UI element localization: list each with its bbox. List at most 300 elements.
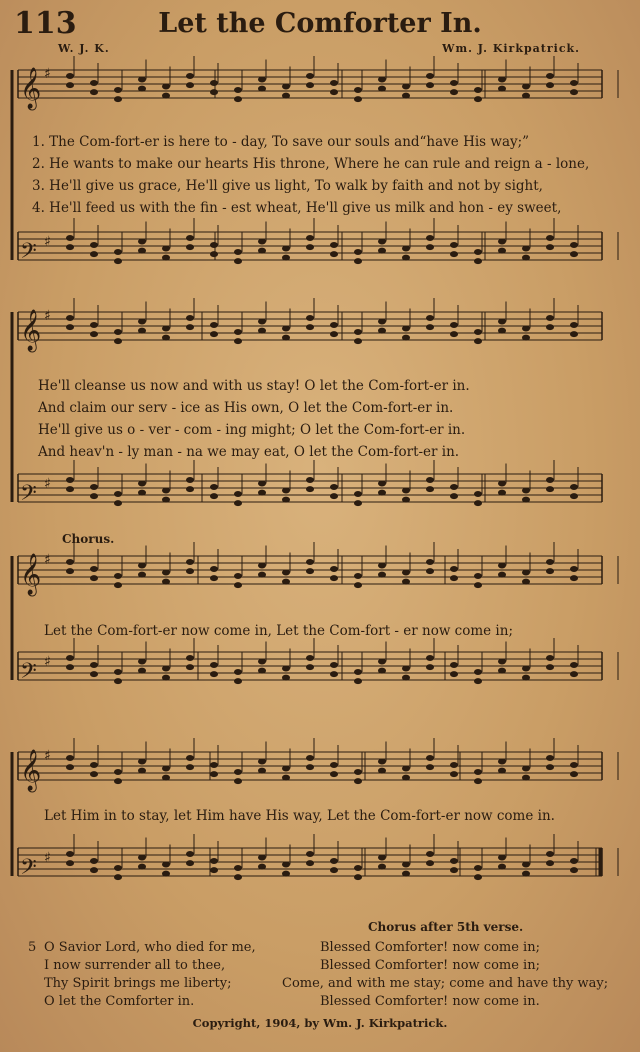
note-head — [498, 248, 506, 254]
note-head — [138, 328, 146, 334]
note-head — [306, 486, 314, 492]
note-head — [258, 481, 266, 487]
note-head — [306, 324, 314, 330]
note-head — [186, 860, 194, 866]
note-head — [498, 855, 506, 861]
note-head — [138, 855, 146, 861]
stanza-5-right-1: Blessed Comforter! now come in; — [320, 940, 540, 955]
note-head — [474, 258, 482, 264]
note-head — [186, 568, 194, 574]
note-head — [546, 73, 554, 79]
note-head — [114, 96, 122, 102]
note-head — [210, 242, 218, 248]
note-head — [138, 239, 146, 245]
note-head — [162, 497, 170, 503]
note-head — [210, 484, 218, 490]
note-head — [426, 315, 434, 321]
treble-clef-icon: 𝄞 — [20, 554, 42, 595]
note-head — [426, 477, 434, 483]
note-head — [570, 762, 578, 768]
note-head — [66, 235, 74, 241]
note-head — [474, 500, 482, 506]
note-head — [234, 258, 242, 264]
note-head — [426, 851, 434, 857]
bass-clef-icon: 𝄢 — [20, 659, 37, 689]
note-head — [162, 255, 170, 261]
note-head — [258, 490, 266, 496]
stanza-5-left-3: Thy Spirit brings me liberty; — [44, 976, 232, 991]
note-head — [330, 493, 338, 499]
note-head — [354, 769, 362, 775]
bass-clef-icon: 𝄢 — [20, 239, 37, 269]
note-head — [210, 331, 218, 337]
note-head — [426, 486, 434, 492]
note-head — [378, 481, 386, 487]
note-head — [138, 759, 146, 765]
stanza-5-right-2: Blessed Comforter! now come in; — [320, 958, 540, 973]
note-head — [378, 768, 386, 774]
note-head — [90, 762, 98, 768]
note-head — [498, 572, 506, 578]
note-head — [258, 319, 266, 325]
note-head — [114, 249, 122, 255]
note-head — [90, 566, 98, 572]
note-head — [402, 570, 410, 576]
note-head — [66, 755, 74, 761]
note-head — [546, 860, 554, 866]
note-head — [282, 766, 290, 772]
note-head — [210, 251, 218, 257]
note-head — [546, 851, 554, 857]
note-head — [330, 771, 338, 777]
note-head — [162, 246, 170, 252]
note-head — [546, 244, 554, 250]
stanza-5-right-4: Blessed Comforter! now come in. — [320, 994, 540, 1009]
note-head — [330, 484, 338, 490]
note-head — [474, 249, 482, 255]
note-head — [138, 563, 146, 569]
note-head — [186, 486, 194, 492]
note-head — [354, 500, 362, 506]
note-head — [378, 490, 386, 496]
stanza-5-left-4: O let the Comforter in. — [44, 994, 195, 1009]
note-head — [210, 493, 218, 499]
note-head — [474, 491, 482, 497]
note-head — [570, 331, 578, 337]
note-head — [186, 764, 194, 770]
note-head — [114, 582, 122, 588]
note-head — [66, 82, 74, 88]
note-head — [354, 491, 362, 497]
note-head — [138, 668, 146, 674]
note-head — [570, 575, 578, 581]
note-head — [306, 559, 314, 565]
note-head — [450, 858, 458, 864]
note-head — [306, 315, 314, 321]
note-head — [282, 775, 290, 781]
note-head — [522, 862, 530, 868]
note-head — [570, 89, 578, 95]
note-head — [522, 335, 530, 341]
note-head — [66, 324, 74, 330]
note-head — [114, 678, 122, 684]
note-head — [282, 570, 290, 576]
note-head — [162, 570, 170, 576]
note-head — [378, 668, 386, 674]
note-head — [354, 874, 362, 880]
note-head — [138, 659, 146, 665]
note-head — [258, 855, 266, 861]
note-head — [522, 675, 530, 681]
note-head — [90, 493, 98, 499]
note-head — [210, 762, 218, 768]
note-head — [210, 575, 218, 581]
note-head — [138, 490, 146, 496]
note-head — [498, 563, 506, 569]
note-head — [474, 338, 482, 344]
note-head — [546, 764, 554, 770]
note-head — [306, 82, 314, 88]
note-head — [546, 664, 554, 670]
note-head — [330, 575, 338, 581]
note-head — [474, 582, 482, 588]
note-head — [90, 251, 98, 257]
note-head — [354, 249, 362, 255]
note-head — [330, 858, 338, 864]
note-head — [330, 662, 338, 668]
note-head — [450, 251, 458, 257]
note-head — [474, 778, 482, 784]
note-head — [234, 491, 242, 497]
note-head — [570, 80, 578, 86]
note-head — [450, 771, 458, 777]
verse-1-line-2: He'll cleanse us now and with us stay! O let the Com-fort-er in. — [38, 378, 470, 394]
note-head — [450, 331, 458, 337]
note-head — [426, 235, 434, 241]
note-head — [138, 86, 146, 92]
note-head — [138, 481, 146, 487]
note-head — [234, 500, 242, 506]
note-head — [474, 865, 482, 871]
note-head — [330, 242, 338, 248]
note-head — [426, 764, 434, 770]
note-head — [450, 322, 458, 328]
note-head — [402, 93, 410, 99]
note-head — [474, 769, 482, 775]
note-head — [162, 666, 170, 672]
note-head — [186, 324, 194, 330]
note-head — [570, 322, 578, 328]
note-head — [354, 258, 362, 264]
note-head — [306, 664, 314, 670]
note-head — [162, 93, 170, 99]
note-head — [186, 559, 194, 565]
note-head — [306, 235, 314, 241]
note-head — [378, 77, 386, 83]
note-head — [162, 871, 170, 877]
note-head — [90, 242, 98, 248]
note-head — [354, 338, 362, 344]
note-head — [138, 572, 146, 578]
note-head — [162, 579, 170, 585]
note-head — [522, 84, 530, 90]
note-head — [282, 862, 290, 868]
note-head — [426, 559, 434, 565]
note-head — [426, 244, 434, 250]
note-head — [378, 86, 386, 92]
verse-4-line-2: And heav'n - ly man - na we may eat, O let the Com-fort-er in. — [38, 444, 460, 460]
note-head — [258, 248, 266, 254]
note-head — [282, 84, 290, 90]
note-head — [522, 871, 530, 877]
note-head — [474, 87, 482, 93]
stanza-5-number: 5 — [28, 940, 37, 955]
sharp-icon: ♯ — [44, 654, 51, 670]
note-head — [402, 862, 410, 868]
note-head — [378, 248, 386, 254]
note-head — [210, 322, 218, 328]
note-head — [306, 244, 314, 250]
verse-2-line-1: 2. He wants to make our hearts His throne, Where he can rule and reign a - lone, — [32, 156, 590, 172]
note-head — [522, 775, 530, 781]
note-head — [546, 568, 554, 574]
note-head — [282, 335, 290, 341]
note-head — [234, 96, 242, 102]
note-head — [354, 582, 362, 588]
note-head — [354, 678, 362, 684]
note-head — [402, 246, 410, 252]
note-head — [546, 477, 554, 483]
chorus-note: Chorus after 5th verse. — [368, 920, 524, 934]
note-head — [138, 864, 146, 870]
note-head — [546, 324, 554, 330]
note-head — [426, 324, 434, 330]
note-head — [570, 484, 578, 490]
note-head — [522, 488, 530, 494]
note-head — [498, 490, 506, 496]
note-head — [330, 762, 338, 768]
note-head — [162, 84, 170, 90]
note-head — [354, 573, 362, 579]
note-head — [402, 766, 410, 772]
note-head — [330, 331, 338, 337]
note-head — [282, 675, 290, 681]
note-head — [162, 766, 170, 772]
note-head — [378, 572, 386, 578]
chorus-line-2: Let Him in to stay, let Him have His way, Let the Com-fort-er now come in. — [44, 808, 555, 824]
note-head — [498, 768, 506, 774]
sharp-icon: ♯ — [44, 552, 51, 568]
hymn-title: Let the Comforter In. — [158, 8, 482, 39]
treble-clef-icon: 𝄞 — [20, 68, 42, 109]
note-head — [186, 82, 194, 88]
note-head — [522, 255, 530, 261]
note-head — [90, 331, 98, 337]
note-head — [498, 668, 506, 674]
note-head — [114, 329, 122, 335]
note-head — [258, 659, 266, 665]
chorus-line-1: Let the Com-fort-er now come in, Let the Com-fort - er now come in; — [44, 623, 513, 639]
note-head — [402, 497, 410, 503]
note-head — [402, 488, 410, 494]
note-head — [258, 572, 266, 578]
note-head — [402, 255, 410, 261]
note-head — [402, 579, 410, 585]
note-head — [114, 338, 122, 344]
note-head — [498, 328, 506, 334]
sharp-icon: ♯ — [44, 476, 51, 492]
note-head — [498, 759, 506, 765]
note-head — [522, 93, 530, 99]
note-head — [498, 481, 506, 487]
note-head — [66, 315, 74, 321]
note-head — [66, 73, 74, 79]
note-head — [234, 582, 242, 588]
note-head — [546, 486, 554, 492]
note-head — [450, 493, 458, 499]
note-head — [258, 759, 266, 765]
note-head — [426, 82, 434, 88]
note-head — [234, 87, 242, 93]
note-head — [498, 319, 506, 325]
note-head — [162, 488, 170, 494]
note-head — [570, 662, 578, 668]
note-head — [66, 655, 74, 661]
note-head — [282, 871, 290, 877]
hymn-number: 113 — [14, 6, 77, 41]
note-head — [402, 675, 410, 681]
note-head — [330, 566, 338, 572]
note-head — [306, 755, 314, 761]
note-head — [378, 328, 386, 334]
note-head — [162, 675, 170, 681]
note-head — [66, 244, 74, 250]
note-head — [426, 568, 434, 574]
note-head — [570, 867, 578, 873]
note-head — [474, 573, 482, 579]
note-head — [282, 666, 290, 672]
note-head — [66, 559, 74, 565]
note-head — [282, 488, 290, 494]
note-head — [570, 566, 578, 572]
note-head — [282, 246, 290, 252]
note-head — [234, 573, 242, 579]
composer-credit: Wm. J. Kirkpatrick. — [442, 42, 580, 55]
note-head — [546, 559, 554, 565]
note-head — [90, 80, 98, 86]
stanza-5-right-3: Come, and with me stay; come and have thy way; — [282, 976, 609, 991]
note-head — [234, 249, 242, 255]
note-head — [210, 566, 218, 572]
note-head — [234, 329, 242, 335]
bass-clef-icon: 𝄢 — [20, 855, 37, 885]
sharp-icon: ♯ — [44, 850, 51, 866]
chorus-label: Chorus. — [62, 532, 115, 546]
note-head — [90, 662, 98, 668]
note-head — [546, 82, 554, 88]
note-head — [282, 93, 290, 99]
note-head — [90, 858, 98, 864]
note-head — [114, 778, 122, 784]
note-head — [90, 771, 98, 777]
note-head — [186, 244, 194, 250]
note-head — [498, 239, 506, 245]
sharp-icon: ♯ — [44, 308, 51, 324]
note-head — [210, 671, 218, 677]
note-head — [402, 326, 410, 332]
note-head — [162, 335, 170, 341]
note-head — [522, 766, 530, 772]
note-head — [114, 573, 122, 579]
note-head — [66, 851, 74, 857]
note-head — [282, 579, 290, 585]
note-head — [186, 477, 194, 483]
note-head — [138, 248, 146, 254]
note-head — [546, 755, 554, 761]
note-head — [378, 563, 386, 569]
note-head — [378, 659, 386, 665]
note-head — [474, 874, 482, 880]
note-head — [450, 671, 458, 677]
note-head — [474, 669, 482, 675]
note-head — [234, 669, 242, 675]
note-head — [450, 80, 458, 86]
note-head — [234, 865, 242, 871]
note-head — [426, 73, 434, 79]
note-head — [450, 566, 458, 572]
note-head — [426, 755, 434, 761]
note-head — [114, 865, 122, 871]
note-head — [258, 86, 266, 92]
verse-1-line-1: 1. The Com-fort-er is here to - day, To save our souls and“have His way;” — [32, 134, 530, 150]
note-head — [66, 477, 74, 483]
note-head — [258, 864, 266, 870]
note-head — [90, 575, 98, 581]
note-head — [474, 329, 482, 335]
note-head — [330, 251, 338, 257]
verse-3-line-2: He'll give us o - ver - com - ing might; O let the Com-fort-er in. — [38, 422, 466, 438]
note-head — [258, 239, 266, 245]
note-head — [282, 326, 290, 332]
note-head — [522, 497, 530, 503]
note-head — [378, 864, 386, 870]
note-head — [570, 251, 578, 257]
note-head — [138, 768, 146, 774]
note-head — [66, 568, 74, 574]
note-head — [306, 568, 314, 574]
note-head — [258, 768, 266, 774]
note-head — [570, 671, 578, 677]
note-head — [330, 867, 338, 873]
note-head — [450, 89, 458, 95]
note-head — [450, 242, 458, 248]
note-head — [258, 563, 266, 569]
note-head — [186, 664, 194, 670]
bass-clef-icon: 𝄢 — [20, 481, 37, 511]
note-head — [570, 242, 578, 248]
author-credit: W. J. K. — [58, 42, 110, 55]
note-head — [450, 575, 458, 581]
note-head — [210, 89, 218, 95]
note-head — [546, 315, 554, 321]
note-head — [306, 764, 314, 770]
note-head — [66, 764, 74, 770]
note-head — [90, 867, 98, 873]
note-head — [330, 671, 338, 677]
note-head — [522, 570, 530, 576]
note-head — [330, 89, 338, 95]
note-head — [114, 874, 122, 880]
